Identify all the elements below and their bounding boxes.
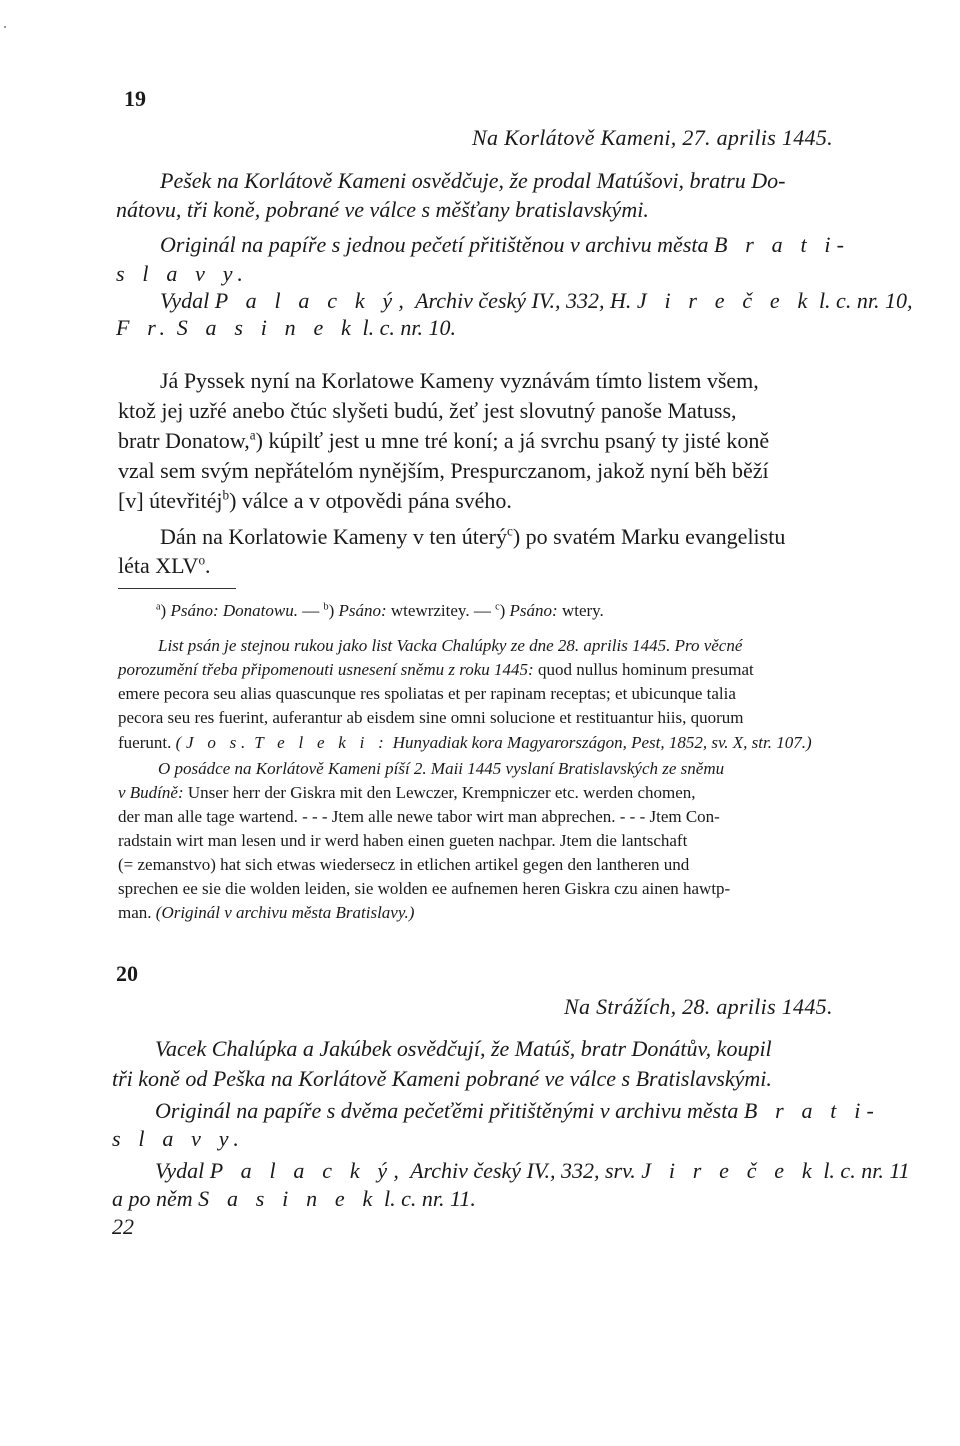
place-date: Na Korlátově Kameni, 27. aprilis 1445. (472, 125, 833, 150)
regest-line: tři koně od Peška na Korlátově Kameni pobrané ve válce s Bratislavskými. (112, 1066, 772, 1091)
footnote-label: Psáno: (170, 601, 219, 620)
edition-text: a po něm (112, 1186, 193, 1211)
edition-note (155, 1160, 910, 1182)
edition-text: Vydal (155, 1158, 205, 1183)
text-span: [v] útevřitéj (118, 488, 223, 513)
footnote-label: Psáno: (338, 601, 387, 620)
footnote-separator: — (302, 601, 320, 620)
editor-name: S a s i n e k (198, 1186, 379, 1211)
commentary-line: pecora seu res fuerint, auferantur ab eisdem sine omni solucione et restituantur hiis, quorum (118, 708, 744, 727)
document-number: 20 (116, 961, 138, 986)
commentary-line (118, 904, 414, 921)
text-span: ) kúpilť jest u mne tré koní; a já svrchu psaný ty jisté koně (255, 428, 770, 453)
footnote-mark: b (323, 601, 329, 613)
edition-text: l. c. nr. 10. (362, 315, 456, 340)
commentary-line: List psán je stejnou rukou jako list Vacka Chalúpky ze dne 28. aprilis 1445. Pro věcné (158, 636, 743, 655)
place-date: Na Strážích, 28. aprilis 1445. (564, 994, 833, 1019)
commentary-italic: porozumění třeba připomenouti usnesení sněmu z roku 1445: (118, 660, 534, 679)
city-name: B r a t i- (743, 1098, 880, 1123)
commentary-italic: (Originál v archivu města Bratislavy.) (155, 903, 415, 922)
footnotes: $^a$) Psáno: Donatowu. — $^b$) Psáno: wtewrzitey. — $^c$) Psáno: wtery. (156, 601, 604, 620)
footnote-separator: — (473, 601, 491, 620)
commentary-line: (= zemanstvo) hat sich etwas wiedersecz in etlichen artikel gegen den lantheren und (118, 855, 690, 874)
text-span: ) po svatém Marku evangelistu (512, 524, 786, 549)
scan-mark (4, 26, 6, 28)
commentary-latin: quod nullus hominum presumat (537, 660, 754, 679)
commentary-line (118, 734, 812, 751)
text-span: Dán na Korlatowie Kameny v ten úterý (160, 524, 507, 549)
citation: Hunyadiak kora Magyarországon, Pest, 1852, sv. X, str. 107.) (392, 733, 812, 752)
commentary-german: man. (118, 903, 152, 922)
text-line (118, 552, 211, 578)
editor-name: F r. (116, 315, 172, 340)
footnote-mark: a (249, 427, 256, 443)
edition-text: l. c. nr. 11 (823, 1158, 910, 1183)
commentary-latin: fuerunt. (118, 733, 172, 752)
footnote-value: Donatowu. (222, 601, 298, 620)
text-line: Já Pyssek nyní na Korlatowe Kameny vyznávám tímto listem všem, (160, 368, 759, 393)
editor-name: P a l a c k ý, (214, 288, 410, 313)
document-number: 19 (124, 86, 146, 111)
text-span: o (198, 552, 206, 568)
editor-name: J i r e č e k (641, 1158, 818, 1183)
regest-line: nátovu, tři koně, pobrané ve válce s měšťany bratislavskými. (116, 197, 649, 222)
edition-note-cont (112, 1188, 476, 1210)
edition-text: l. c. nr. 11. (383, 1186, 476, 1211)
footnote-divider (118, 588, 236, 589)
text-span: ) válce a v otpovědi pána svého. (229, 488, 512, 513)
editor-name: P a l a c k ý, (209, 1158, 405, 1183)
commentary-line: emere pecora seu alias quascunque res spoliatas et per rapinam receptas; et ubicunque talia (118, 684, 736, 703)
author-name: T e l e k i : (254, 733, 389, 752)
commentary-italic: v Budíně: (118, 783, 184, 802)
commentary-line (118, 784, 696, 801)
edition-text: H. (609, 288, 632, 313)
edition-text: Archiv český IV., 332, (415, 288, 605, 313)
text-span: . (205, 553, 211, 578)
commentary-line: sprechen ee sie die wolden leiden, sie wolden ee aufnemen heren Giskra czu ainen hawtp- (118, 879, 731, 898)
edition-text: l. c. nr. 10, (818, 288, 913, 313)
edition-text: Vydal (160, 288, 210, 313)
text-span: bratr Donatow, (118, 428, 250, 453)
footnote-mark: c (495, 601, 500, 613)
commentary-line: O posádce na Korlátově Kameni píší 2. Maii 1445 vyslaní Bratislavských ze sněmu (158, 759, 725, 778)
editor-name: S a s i n e k (176, 315, 357, 340)
editor-name: J i r e č e k (636, 288, 814, 313)
original-note-text: Originál na papíře s dvěma pečeťěmi přitištěnými v archivu města (155, 1098, 739, 1123)
text-line (160, 523, 786, 549)
city-name-end: s l a v y. (116, 261, 250, 286)
author-name: (J o s. (175, 733, 250, 752)
edition-note-cont (116, 317, 456, 339)
commentary-german: Unser herr der Giskra mit den Lewczer, Krempniczer etc. werden chomen, (187, 783, 696, 802)
commentary-line: der man alle tage wartend. - - - Jtem alle newe tabor wirt man abprechen. - - - Jtem Con- (118, 807, 720, 826)
text-line: ktož jej uzřé anebo čtúc slyšeti budú, žeť jest slovutný panoše Matuss, (118, 398, 737, 423)
commentary-line: radstain wirt man lesen und ir werd haben einen gueten nachpar. Jtem die lantschaft (118, 831, 688, 850)
footnote-value: wtewrzitey. (390, 601, 470, 620)
commentary-line (118, 661, 754, 678)
edition-note (160, 290, 912, 312)
text-line: vzal sem svým nepřátelóm nynějším, Prespurczanom, jakož nyní běh běží (118, 458, 769, 483)
footnote-value: wtery. (561, 601, 604, 620)
text-line (118, 427, 770, 453)
footnote-mark: a (156, 601, 161, 613)
original-note (155, 1100, 880, 1122)
city-name-end: s l a v y. (112, 1126, 246, 1151)
footnote-label: Psáno: (509, 601, 558, 620)
footnote-mark: b (222, 487, 230, 503)
edition-text: Archiv český IV., 332, srv. (410, 1158, 636, 1183)
regest-line: Vacek Chalúpka a Jakúbek osvědčují, že Matúš, bratr Donátův, koupil (155, 1036, 772, 1061)
text-span: léta XLV (118, 553, 199, 578)
original-note (160, 234, 850, 256)
page-signature: 22 (112, 1214, 134, 1239)
original-note-text: Originál na papíře s jednou pečetí přitištěnou v archivu města (160, 232, 709, 257)
regest-line: Pešek na Korlátově Kameni osvědčuje, že prodal Matúšovi, bratru Do- (160, 168, 786, 193)
city-name: B r a t i- (714, 232, 851, 257)
footnote-mark: c (507, 523, 513, 539)
text-line (118, 487, 512, 513)
